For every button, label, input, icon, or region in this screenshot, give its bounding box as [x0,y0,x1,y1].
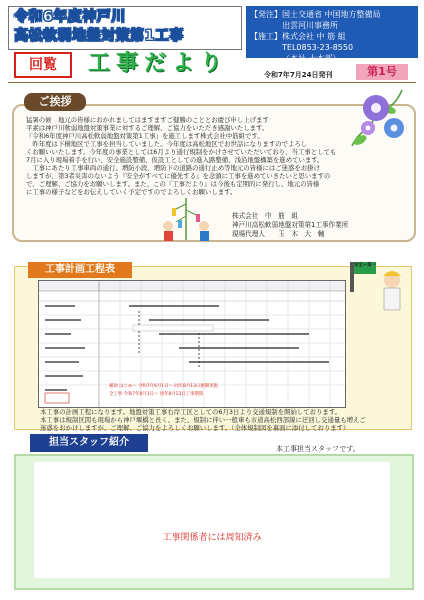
signature-line: 株式会社 中 筋 組 [232,212,298,220]
staff-notice: 工事関係者には周知済み [162,533,262,543]
kairan-stamp: 回覧 [14,52,72,78]
greeting-heading: ご挨拶 [24,93,86,111]
issue-date: 令和7年7月24日発刊 [264,71,333,79]
issuer-value: （本社 土木部） [282,54,341,63]
issue-number: 第1号 [356,64,408,80]
greeting-line: 7月に入り現場着手を行い、安全施設整備、仮設工としての進入路整備、浅沿地盤構築を進めています。 [26,156,324,164]
greeting-line: くお願いいたします。今年度の事業としては6月より通行規制をかけさせていただいており、当工事としても [26,148,337,156]
schedule-note: 本工事の計画工程になります。地盤対策工事右岸工区としての6月3日より交通規制を開始しております。 [40,408,342,416]
issuer-label [250,53,282,64]
greeting-line: 『令和6年度神戸川高松軟弱地盤対策第1工事』を施工します株式会社中筋組です。 [26,132,264,140]
issuer-row [250,31,414,42]
greeting-line: しますが、第3者災害のないよう『安全がすべてに優先する』を念頭に工事を進めていきたいと思いますの [26,172,331,180]
issuer-value: TEL0853-23-8550 [282,43,354,52]
staff-caption: 本工事担当スタッフです。 [276,445,360,453]
greeting-line: で、ご理解、ご協力をお願いします。また、この『工事だより』は今後も定期的に発行し、地元の皆様 [26,180,320,188]
signature-line: 現場代理人 玉 木 大 輔 [232,230,325,238]
header-divider [8,82,416,83]
signature-line: 神戸川高松軟弱地盤対策第1工事作業所 [232,221,349,229]
tanabata-kids-illustration [156,196,216,242]
issuer-label [250,20,282,31]
issuer-value: 国土交通省 中国地方整備局 [282,10,381,19]
schedule-heading: 工事計画工程表 [28,262,132,278]
greeting-line: 猛暑の候 地元の皆様におかれましてはますますご健勝のこととお慶び申し上げます [26,116,269,124]
chart-note-traffic: 補助 はじめ～ 令和7年6月1日～ 同年8月13日規制実施 [109,384,218,389]
issuer-label [250,42,282,53]
newsletter-title: 工事だより [88,51,229,76]
issuer-value: 株式会社 中 筋 組 [282,32,346,41]
project-title-line1: 令和6年度神戸川 [14,9,126,25]
issuer-row [250,9,414,20]
issuer-label: 【施工】 [250,32,282,41]
greeting-line: に工事の様子などをお伝えしていく予定ですのでよろしくお願いします。 [26,188,237,196]
issuer-row [250,53,414,64]
staff-photo-area [34,462,390,578]
issuer-row [250,42,414,53]
chart-note-period: 全工事 令和7年8月1日～ 同年8月13日工事期間 [109,392,204,397]
staff-heading: 担当スタッフ紹介 [30,434,148,452]
safety-label: 安全＋第一 [354,263,376,268]
greeting-line: 平素は神戸川軟弱地盤対策事業に対するご理解、ご協力をいただき感謝いたします。 [26,124,269,132]
issuer-panel [246,6,418,63]
schedule-chart [38,280,346,408]
issuer-label: 【発注】 [250,10,282,19]
schedule-note: 迷惑をおかけしますが、ご理解、ご協力をよろしくお願いします。（全体規制図を裏面に添付しております） [40,424,350,432]
greeting-line: 工事にあたり工事車両の通行、増防小段、増防下の道路の通行止め等地元の皆様にはご迷惑をお掛け [26,164,320,172]
issuer-value: 出雲河川事務所 [282,21,338,30]
greeting-line: 昨年度は下横地区で工事を担当していました。今年度は高松地区でお世話になりますのでよろし [26,140,308,148]
schedule-note: 本工事は規制区間も現場から神戸堰橋と長く、また、規制に伴い一般車も市道高松西部線に迂回し交通量も増えご [40,416,366,424]
issuer-row [250,20,414,31]
project-title [14,8,240,46]
project-title-line2: 高松軟弱地盤対策第1工事 [14,28,184,44]
